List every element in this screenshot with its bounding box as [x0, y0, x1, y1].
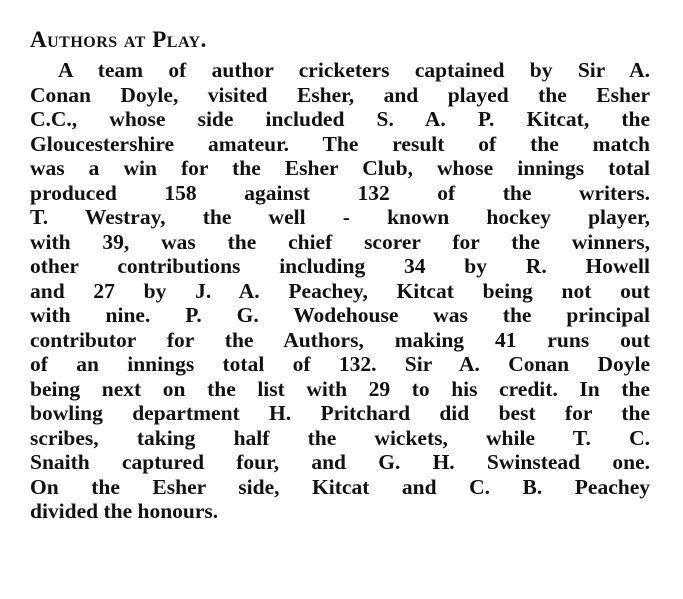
article-line: and 27 by J. A. Peachey, Kitcat being not out — [30, 278, 650, 303]
article-line: was a win for the Esher Club, whose innings total — [30, 156, 650, 180]
article-line: Conan Doyle, visited Esher, and played the Esher — [30, 82, 650, 107]
newspaper-clipping — [30, 26, 650, 524]
article-line: divided the honours. — [30, 499, 219, 523]
article-line: with 39, was the chief scorer for the winners, — [30, 229, 650, 254]
article-body — [30, 58, 650, 524]
article-line: T. Westray, the well - known hockey player, — [30, 205, 650, 229]
article-line: Snaith captured four, and G. H. Swinstead one. — [30, 450, 650, 474]
article-line: of an innings total of 132. Sir A. Conan Doyle — [30, 352, 650, 376]
article-headline: Authors at Play. — [30, 27, 207, 52]
article-line: being next on the list with 29 to his credit. In the — [30, 376, 650, 401]
article-line: On the Esher side, Kitcat and C. B. Peachey — [30, 474, 650, 499]
article-line: with nine. P. G. Wodehouse was the principal — [30, 303, 650, 327]
article-line: scribes, taking half the wickets, while T. C. — [30, 425, 650, 450]
article-line: A team of author cricketers captained by Sir A. — [58, 58, 650, 82]
article-line: C.C., whose side included S. A. P. Kitcat, the — [30, 107, 650, 131]
article-line: other contributions including 34 by R. Howell — [30, 254, 650, 278]
article-line: Gloucestershire amateur. The result of the match — [30, 131, 650, 156]
article-line: produced 158 against 132 of the writers. — [30, 180, 650, 205]
article-line: bowling department H. Pritchard did best for the — [30, 401, 650, 425]
article-line: contributor for the Authors, making 41 runs out — [30, 327, 650, 352]
